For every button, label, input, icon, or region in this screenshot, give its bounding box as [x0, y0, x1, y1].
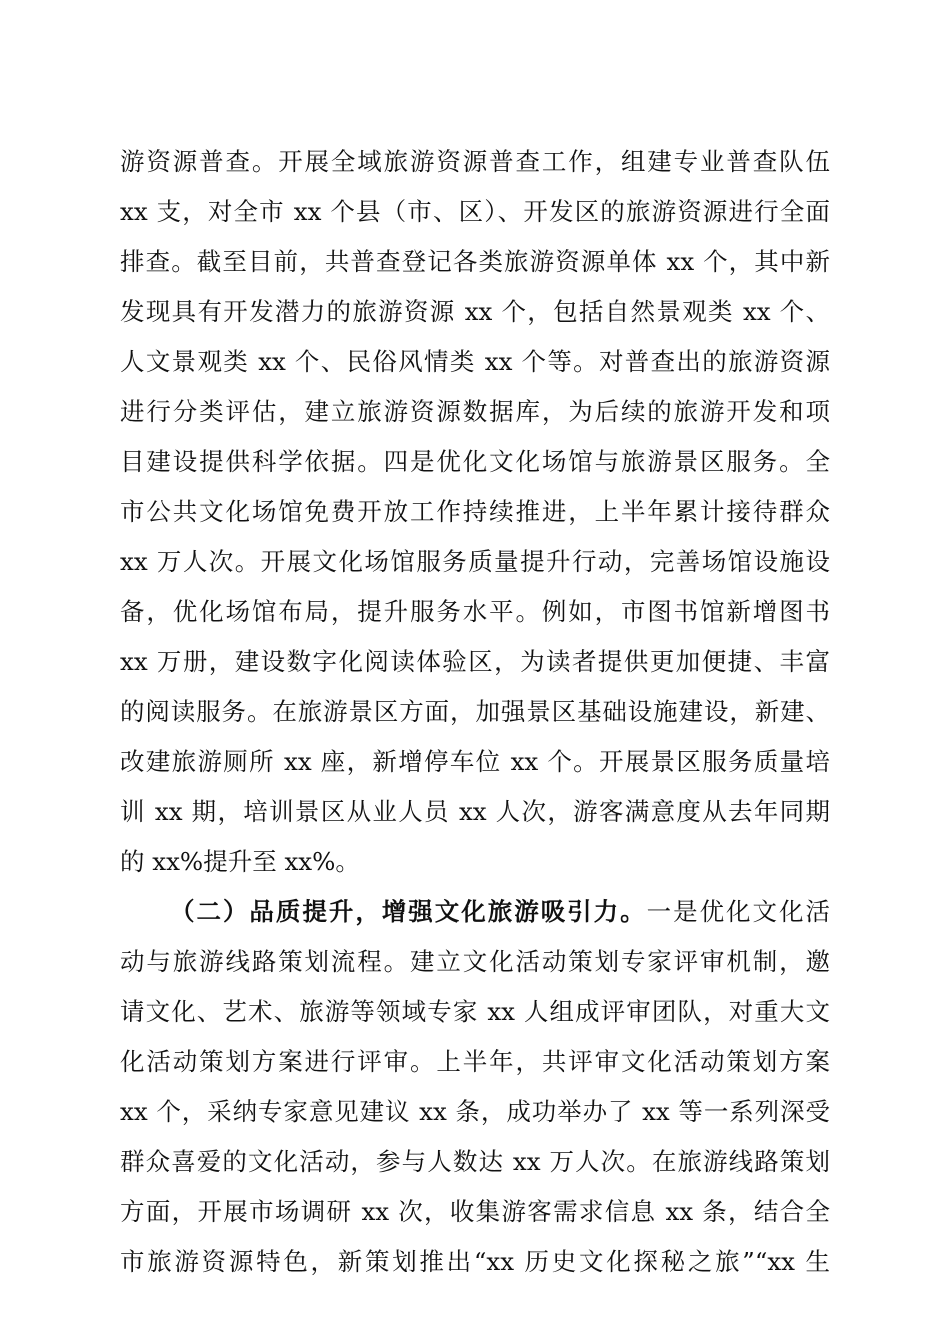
paragraph-line: 方面，开展市场调研 xx 次，收集游客需求信息 xx 条，结合全: [120, 1197, 830, 1226]
paragraph-line: 进行分类评估，建立旅游资源数据库，为后续的旅游开发和项: [120, 397, 830, 426]
paragraph-line: 市公共文化场馆免费开放工作持续推进，上半年累计接待群众: [120, 497, 830, 526]
paragraph-line: 的 xx%提升至 xx%。: [120, 847, 360, 876]
paragraph-line: 群众喜爱的文化活动，参与人数达 xx 万人次。在旅游线路策划: [120, 1147, 830, 1176]
section-heading: （二）品质提升，增强文化旅游吸引力。: [170, 897, 647, 926]
paragraph-line: xx 万册，建设数字化阅读体验区，为读者提供更加便捷、丰富: [120, 647, 830, 676]
paragraph-line: xx 个，采纳专家意见建议 xx 条，成功举办了 xx 等一系列深受: [120, 1097, 830, 1126]
paragraph-line: 动与旅游线路策划流程。建立文化活动策划专家评审机制，邀: [120, 947, 830, 976]
paragraph-line: 请文化、艺术、旅游等领域专家 xx 人组成评审团队，对重大文: [120, 997, 830, 1026]
paragraph-line: xx 万人次。开展文化场馆服务质量提升行动，完善场馆设施设: [120, 547, 830, 576]
paragraph-line: 发现具有开发潜力的旅游资源 xx 个，包括自然景观类 xx 个、: [120, 297, 830, 326]
paragraph-line: 训 xx 期，培训景区从业人员 xx 人次，游客满意度从去年同期: [120, 797, 830, 826]
paragraph-line: 化活动策划方案进行评审。上半年，共评审文化活动策划方案: [120, 1047, 830, 1076]
paragraph-line: 排查。截至目前，共普查登记各类旅游资源单体 xx 个，其中新: [120, 247, 830, 276]
paragraph-line: 市旅游资源特色，新策划推出“xx 历史文化探秘之旅”“xx 生: [120, 1247, 830, 1276]
paragraph-line: 人文景观类 xx 个、民俗风情类 xx 个等。对普查出的旅游资源: [120, 347, 830, 376]
paragraph-line: 改建旅游厕所 xx 座，新增停车位 xx 个。开展景区服务质量培: [120, 747, 830, 776]
section-first-line-text: 一是优化文化活: [646, 897, 830, 926]
paragraph-line: 备，优化场馆布局，提升服务水平。例如，市图书馆新增图书: [120, 597, 830, 626]
paragraph-line: 游资源普查。开展全域旅游资源普查工作，组建专业普查队伍: [120, 147, 830, 176]
paragraph-line: xx 支，对全市 xx 个县（市、区）、开发区的旅游资源进行全面: [120, 197, 830, 226]
paragraph-line: 的阅读服务。在旅游景区方面，加强景区基础设施建设，新建、: [120, 697, 830, 726]
paragraph-line: 目建设提供科学依据。四是优化文化场馆与旅游景区服务。全: [120, 447, 830, 476]
section-heading-line: [170, 892, 830, 932]
